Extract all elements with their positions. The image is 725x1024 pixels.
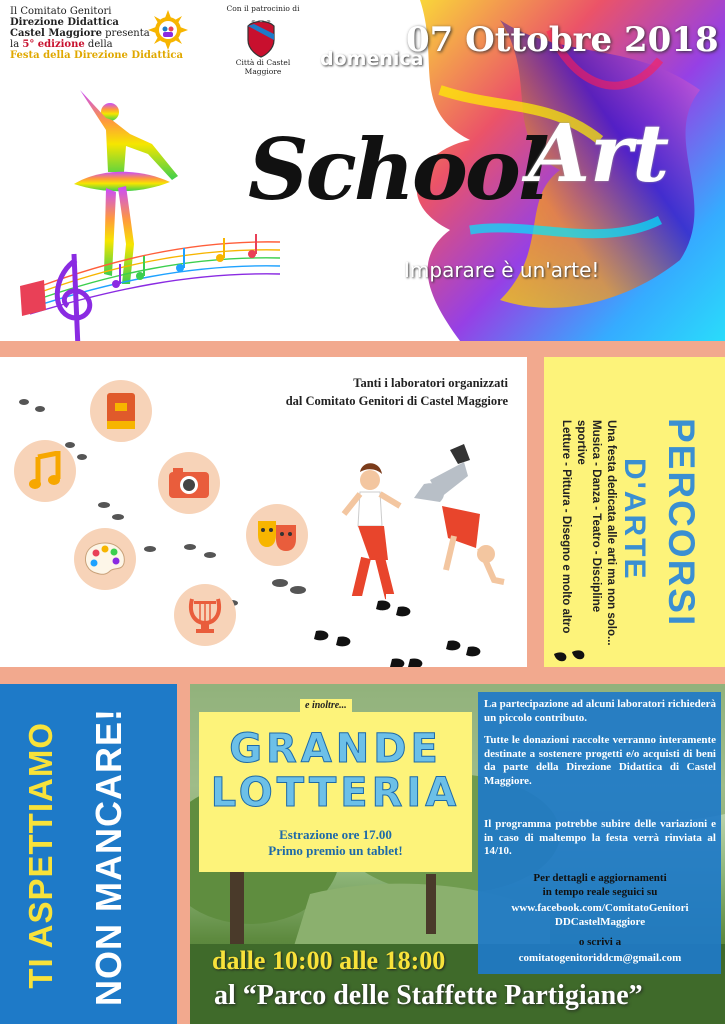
title-school: School <box>248 120 547 219</box>
percorsi-description <box>558 420 618 660</box>
event-hours: dalle 10:00 alle 18:00 <box>212 946 446 975</box>
dont-miss-text: NON MANCARE! <box>88 708 129 1006</box>
labs-heading-line2: dal Comitato Genitori di Castel Maggiore <box>285 394 508 408</box>
edition-prefix: la <box>10 39 20 50</box>
committee-logo-icon <box>148 10 188 50</box>
theatre-masks-icon <box>246 504 308 566</box>
book-icon <box>90 380 152 442</box>
info-paragraph: La partecipazione ad alcuni laboratori richiederà un piccolo contributo. <box>484 698 716 724</box>
email-link[interactable]: comitatogenitoriddcm@gmail.com <box>518 952 682 964</box>
event-weekday: domenica <box>320 48 424 70</box>
patronage-label: Con il patrocinio di <box>226 4 300 13</box>
edition-number: 5° edizione <box>22 39 85 50</box>
footprint-icon <box>552 648 592 664</box>
event-date: 07 Ottobre 2018 <box>406 20 719 60</box>
lottery-title-grande: GRANDE <box>229 726 442 772</box>
city-crest-icon <box>244 20 278 58</box>
follow-line: in tempo reale seguici su <box>542 886 658 898</box>
city-label: Città di Castel Maggiore <box>235 58 291 76</box>
presents-text: presenta <box>105 28 150 39</box>
facebook-link[interactable]: www.facebook.com/ComitatoGenitori <box>511 902 689 914</box>
title-art: Art <box>528 106 670 200</box>
also-tag: e inoltre... <box>300 699 352 712</box>
header-banner <box>0 0 725 341</box>
music-note-icon <box>14 440 76 502</box>
organizer-line: Direzione Didattica <box>10 17 119 28</box>
tagline: Imparare è un'arte! <box>404 258 600 282</box>
percorsi-subtitle: D'ARTE <box>618 458 651 581</box>
follow-line: Per dettagli e aggiornamenti <box>533 872 667 884</box>
facebook-link[interactable]: DDCastelMaggiore <box>554 916 646 928</box>
percorsi-desc-line: Una festa dedicata alle arti ma non solo... <box>605 420 617 646</box>
percorsi-desc-line: Letture - Pittura - Disegno e molto altro <box>560 420 572 634</box>
music-staff-art <box>20 220 290 341</box>
info-paragraph: Il programma potrebbe subire delle variazioni e in caso di maltempo la festa verrà rinviata al 14/10. <box>484 818 716 857</box>
event-location: al “Parco delle Staffette Partigiane” <box>214 980 643 1011</box>
palette-icon <box>74 528 136 590</box>
percorsi-title: PERCORSI <box>661 418 702 628</box>
dancers-illustration <box>330 440 520 610</box>
edition-suffix: della <box>87 39 113 50</box>
we-wait-for-you-text: TI ASPETTIAMO <box>22 722 59 989</box>
lottery-draw-time: Estrazione ore 17.00 <box>279 827 392 842</box>
organizer-line: Il Comitato Genitori <box>10 6 112 17</box>
lottery-title-lotteria: LOTTERIA <box>210 770 461 816</box>
lottery-first-prize: Primo premio un tablet! <box>268 843 403 858</box>
labs-heading-line1: Tanti i laboratori organizzati <box>353 376 508 390</box>
write-to-label: o scrivi a <box>578 936 622 948</box>
info-paragraph: Tutte le donazioni raccolte verranno interamente destinate a sostenere progetti e/o acquisti di beni da parte della Direzione Didattica di Castel Maggiore. <box>484 734 716 787</box>
festival-name: Festa della Direzione Didattica <box>10 50 183 61</box>
organizer-line: Castel Maggiore <box>10 28 102 39</box>
lyre-icon <box>174 584 236 646</box>
percorsi-desc-line: Musica - Danza - Teatro - Discipline sportive <box>575 420 602 613</box>
camera-icon <box>158 452 220 514</box>
